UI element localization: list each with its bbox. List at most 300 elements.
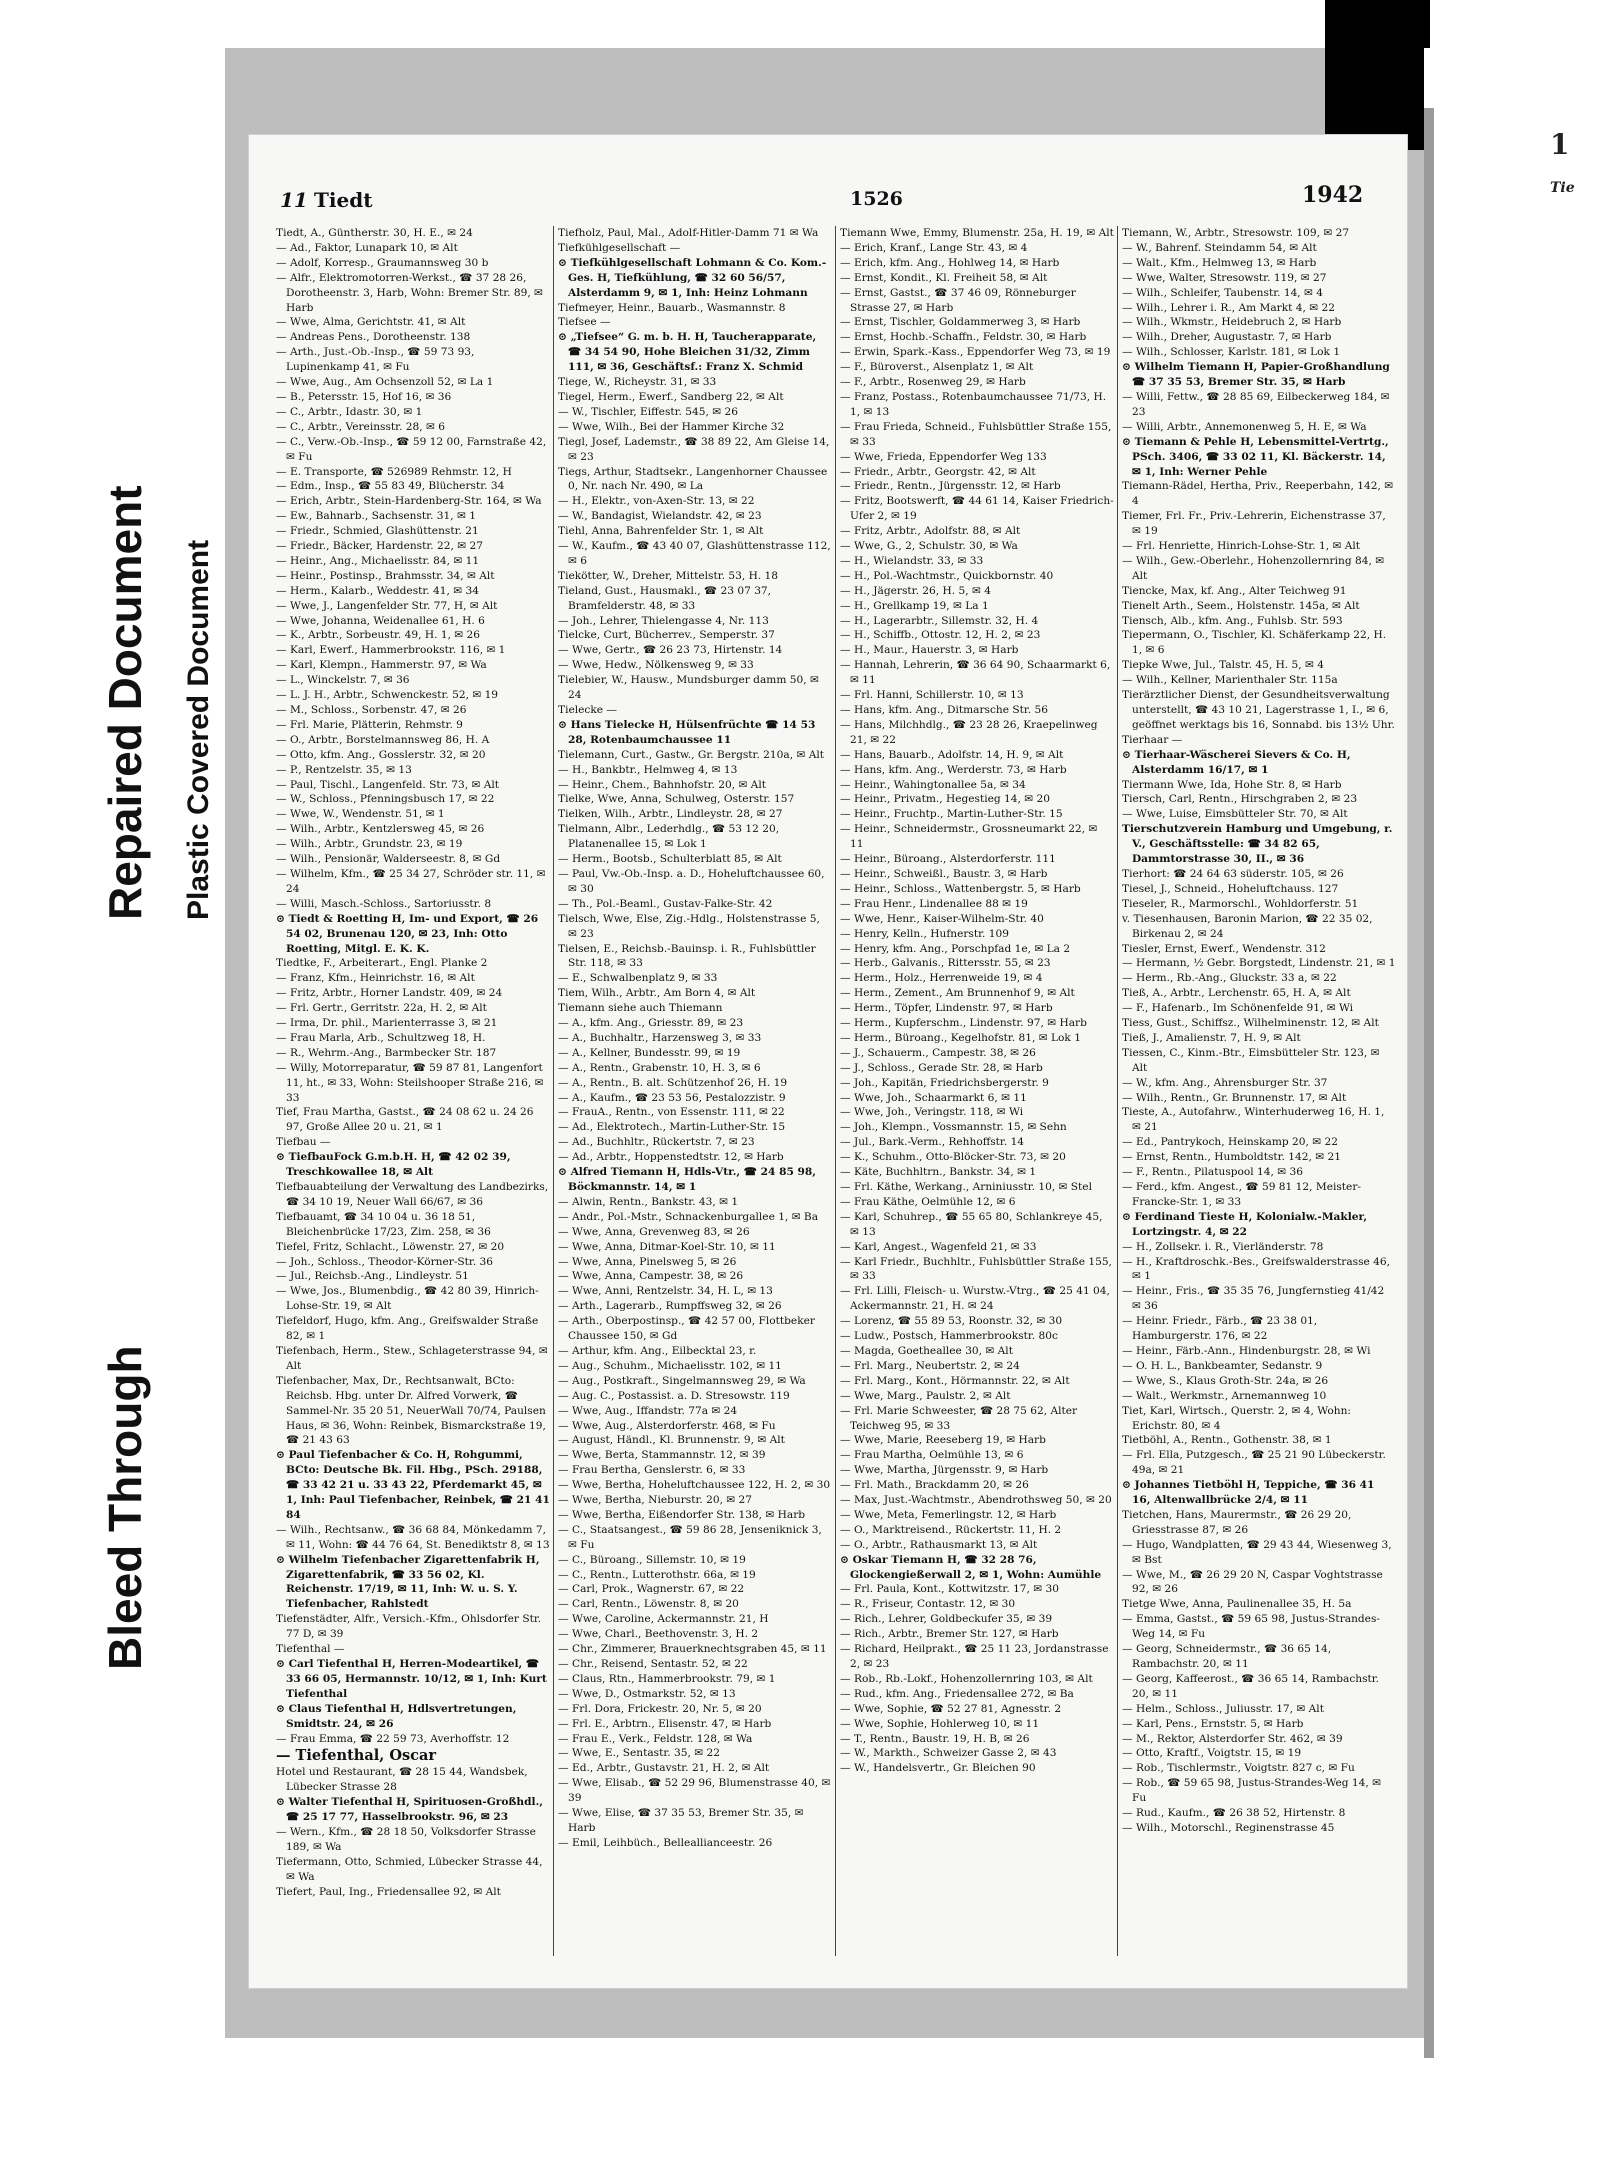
directory-entry: — Henry, kfm. Ang., Porschpfad 1e, ✉ La 2 [840, 942, 1071, 955]
repaired-document-label: Repaired Document [99, 485, 151, 920]
directory-entry: — Walt., Kfm., Helmweg 13, ✉ Harb [1122, 256, 1317, 269]
directory-entry: — Frl. Marie, Plätterin, Rehmstr. 9 [276, 718, 463, 731]
directory-entry: — Wwe, Bertha, Hoheluftchaussee 122, H. 2, ✉ 30 [558, 1479, 831, 1492]
directory-entry: — Wwe, Anna, Campestr. 38, ✉ 26 [558, 1270, 744, 1283]
directory-entry: — H., Wielandstr. 33, ✉ 33 [840, 554, 984, 567]
directory-entry: — Aug., Postkraft., Singelmannsweg 29, ✉ Wa [558, 1374, 806, 1387]
directory-entry: — Ernst, Rentn., Humboldtstr. 142, ✉ 21 [1122, 1151, 1341, 1164]
directory-entry: Tieland, Gust., Hausmakl., ☎ 23 07 37, Bramfelderstr. 48, ✉ 33 [558, 584, 772, 612]
directory-entry: Tiefkühlgesellschaft — [558, 241, 681, 254]
directory-entry: ⊙ Oskar Tiemann H, ☎ 32 28 76, Glockengießerwall 2, ✉ 1, Wohn: Aumühle [840, 1553, 1102, 1581]
directory-entry: — Wern., Kfm., ☎ 28 18 50, Volksdorfer Strasse 189, ✉ Wa [276, 1826, 536, 1853]
directory-entry: — Frl. Hanni, Schillerstr. 10, ✉ 13 [840, 689, 1024, 702]
directory-entry: Tielebier, W., Hausw., Mundsburger damm 50, ✉ 24 [558, 674, 819, 702]
directory-entry: — Karl, Klempn., Hammerstr. 97, ✉ Wa [276, 659, 487, 672]
directory-entry: — Fritz, Bootswerft, ☎ 44 61 14, Kaiser Friedrich-Ufer 2, ✉ 19 [840, 495, 1114, 523]
directory-entry: — Erich, Kranf., Lange Str. 43, ✉ 4 [840, 241, 1028, 254]
directory-column-2 [558, 226, 832, 1956]
directory-entry: — Frau Bertha, Genslerstr. 6, ✉ 33 [558, 1464, 746, 1477]
directory-entry: — Heinr., Schloss., Wattenbergstr. 5, ✉ Harb [840, 882, 1081, 895]
directory-entry: — W., Bahrenf. Steindamm 54, ✉ Alt [1122, 241, 1317, 254]
directory-entry: ⊙ TiefbauFock G.m.b.H. H, ☎ 42 02 39, Treschkowallee 18, ✉ Alt [276, 1151, 511, 1179]
directory-entry: — Wwe, D., Ostmarkstr. 52, ✉ 13 [558, 1687, 736, 1700]
directory-entry: Tiefholz, Paul, Mal., Adolf-Hitler-Damm 71 ✉ Wa [558, 227, 819, 239]
directory-entry: — K., Arbtr., Sorbeustr. 49, H. 1, ✉ 26 [276, 629, 481, 642]
directory-entry: — A., Rentn., Grabenstr. 10, H. 3, ✉ 6 [558, 1061, 761, 1074]
directory-entry: — C., Verw.-Ob.-Insp., ☎ 59 12 00, Farnstraße 42, ✉ Fu [276, 435, 547, 463]
directory-entry: — Wwe, Joh., Veringstr. 118, ✉ Wi [840, 1106, 1024, 1119]
directory-entry: — Joh., Schloss., Theodor-Körner-Str. 36 [276, 1255, 494, 1268]
neighbor-page-strip [1424, 48, 1600, 2058]
directory-entry: — Fritz, Arbtr., Horner Landstr. 409, ✉ 24 [276, 987, 503, 1000]
directory-entry: ⊙ Tiedt & Roetting H, Im- und Export, ☎ 26 54 02, Brunenau 120, ✉ 23, Inh: Otto Roetting, Mitgl. E. K. K. [276, 912, 539, 955]
directory-entry: — Carl, Prok., Wagnerstr. 67, ✉ 22 [558, 1583, 745, 1596]
directory-entry: Tiepke Wwe, Jul., Talstr. 45, H. 5, ✉ 4 [1122, 659, 1325, 672]
directory-entry: — H., Maur., Hauerstr. 3, ✉ Harb [840, 644, 1019, 657]
directory-entry: — Wilh., Gew.-Oberlehr., Hohenzollernring 84, ✉ Alt [1122, 554, 1385, 582]
directory-entry: — Herm., Töpfer, Lindenstr. 97, ✉ Harb [840, 1002, 1053, 1015]
directory-entry: — W., Bandagist, Wielandstr. 42, ✉ 23 [558, 510, 762, 523]
directory-entry: — Helm., Schloss., Juliusstr. 17, ✉ Alt [1122, 1702, 1324, 1715]
directory-entry: — Wwe, Marg., Paulstr. 2, ✉ Alt [840, 1389, 1011, 1402]
directory-entry: Tierärztlicher Dienst, der Gesundheitsverwaltung unterstellt, ☎ 43 10 21, Lagerstrasse 1, I., ✉ 6, geöffnet werktags bis 16, Sonnabd. bis 13½ Uhr. [1122, 689, 1395, 731]
directory-entry: — Rich., Arbtr., Bremer Str. 127, ✉ Harb [840, 1628, 1059, 1641]
directory-entry: — L., Winckelstr. 7, ✉ 36 [276, 674, 410, 687]
directory-entry: — Frl. Marg., Neubertstr. 2, ✉ 24 [840, 1359, 1020, 1372]
directory-entry: — Edm., Insp., ☎ 55 83 49, Blücherstr. 34 [276, 480, 505, 493]
directory-entry: — Otto, kfm. Ang., Gosslerstr. 32, ✉ 20 [276, 748, 486, 761]
directory-entry: — Heinr., Schweißl., Baustr. 3, ✉ Harb [840, 867, 1048, 880]
directory-entry: Tiegs, Arthur, Stadtsekr., Langenhorner Chaussee 0, Nr. nach Nr. 490, ✉ La [558, 465, 828, 493]
directory-entry: ⊙ Wilhelm Tiemann H, Papier-Großhandlung ☎ 37 35 53, Bremer Str. 35, ✉ Harb [1122, 361, 1390, 389]
directory-entry: — Rob., ☎ 59 65 98, Justus-Strandes-Weg 14, ✉ Fu [1122, 1777, 1382, 1805]
directory-entry: — Georg, Kaffeerost., ☎ 36 65 14, Rambachstr. 20, ✉ 11 [1122, 1672, 1380, 1700]
directory-entry: Tietböhl, A., Rentn., Gothenstr. 38, ✉ 1 [1122, 1434, 1332, 1447]
directory-entry: — Wilh., Schlosser, Karlstr. 181, ✉ Lok 1 [1122, 346, 1341, 359]
directory-entry: — Frau Marla, Arb., Schultzweg 18, H. [276, 1031, 486, 1044]
directory-entry: — Alfr., Elektromotorren-Werkst., ☎ 37 28 26, Dorotheenstr. 3, Harb, Wohn: Bremer Str. 89, ✉ Harb [276, 271, 543, 314]
directory-entry: — Ernst, Tischler, Goldammerweg 3, ✉ Harb [840, 316, 1081, 329]
directory-entry: — Heinr., Ang., Michaelisstr. 84, ✉ 11 [276, 554, 480, 567]
directory-entry: — H., Elektr., von-Axen-Str. 13, ✉ 22 [558, 495, 755, 508]
directory-entry: — Heinr., Chem., Bahnhofstr. 20, ✉ Alt [558, 778, 766, 791]
directory-entry: Hotel und Restaurant, ☎ 28 15 44, Wandsbek, Lübecker Strasse 28 [276, 1766, 528, 1794]
directory-entry: ⊙ Johannes Tietböhl H, Teppiche, ☎ 36 41 16, Altenwallbrücke 2/4, ✉ 11 [1122, 1479, 1375, 1507]
directory-entry: — Frau Käthe, Oelmühle 12, ✉ 6 [840, 1195, 1016, 1208]
directory-entry: — A., Kaufm., ☎ 23 53 56, Pestalozzistr. 9 [558, 1091, 786, 1104]
directory-entry: — Wwe, Aug., Iffandstr. 77a ✉ 24 [558, 1404, 738, 1417]
directory-entry: Tiefbauamt, ☎ 34 10 04 u. 36 18 51, Bleichenbrücke 17/23, Zim. 258, ✉ 36 [276, 1210, 491, 1238]
directory-entry: — Andreas Pens., Dorotheenstr. 138 [276, 331, 471, 344]
directory-entry: — Frl. Käthe, Werkang., Arniniusstr. 10, ✉ Stel [840, 1181, 1092, 1193]
book-spine [1424, 108, 1434, 2058]
directory-entry: — F., Rentn., Pilatuspool 14, ✉ 36 [1122, 1166, 1303, 1179]
column-divider [1117, 226, 1118, 1956]
directory-entry: — H., Lagerarbtr., Sillemstr. 32, H. 4 [840, 614, 1039, 627]
directory-entry: Tiemann siehe auch Thiemann [558, 1002, 723, 1015]
directory-entry: — Wwe, Caroline, Ackermannstr. 21, H [558, 1613, 769, 1626]
directory-entry: — Wwe, Frieda, Eppendorfer Weg 133 [840, 450, 1047, 463]
directory-entry: — Heinr. Friedr., Färb., ☎ 23 38 01, Hamburgerstr. 176, ✉ 22 [1122, 1315, 1318, 1343]
directory-entry: — P., Rentzelstr. 35, ✉ 13 [276, 763, 412, 776]
directory-entry: — Joh., Kapitän, Friedrichsbergerstr. 9 [840, 1076, 1049, 1089]
directory-entry: — Claus, Rtn., Hammerbrookstr. 79, ✉ 1 [558, 1672, 776, 1685]
directory-entry: — Frl. Marie Schweester, ☎ 28 75 62, Alter Teichweg 95, ✉ 33 [840, 1404, 1078, 1432]
directory-entry: ⊙ Paul Tiefenbacher & Co. H, Rohgummi, BCto: Deutsche Bk. Fil. Hbg., PSch. 29188, ☎ 33 42 21 u. 33 43 22, Pferdemarkt 45, ✉ 1, Inh: Paul Tiefenbacher, Reinbek, ☎ 21 41 84 [276, 1449, 550, 1521]
directory-entry: — Heinr., Fris., ☎ 35 35 76, Jungfernstieg 41/42 ✉ 36 [1122, 1285, 1385, 1313]
directory-entry: — Friedr., Schmied, Glashüttenstr. 21 [276, 525, 479, 538]
directory-column-1 [276, 226, 550, 1956]
directory-entry: — Arth., Lagerarb., Rumpffsweg 32, ✉ 26 [558, 1300, 782, 1313]
running-head-name: Tiedt [314, 188, 373, 212]
directory-entry: — Erich, kfm. Ang., Hohlweg 14, ✉ Harb [840, 256, 1060, 269]
directory-entry: — W., Handelsvertr., Gr. Bleichen 90 [840, 1762, 1036, 1775]
directory-entry: — Arth., Oberpostinsp., ☎ 42 57 00, Flottbeker Chaussee 150, ✉ Gd [558, 1315, 815, 1343]
directory-entry: — Rich., Lehrer, Goldbeckufer 35, ✉ 39 [840, 1613, 1053, 1626]
directory-entry: — Franz, Kfm., Heinrichstr. 16, ✉ Alt [276, 972, 475, 985]
directory-entry: — Joh., Klempn., Vossmannstr. 15, ✉ Sehn [840, 1121, 1067, 1134]
directory-entry: — Rob., Rb.-Lokf., Hohenzollernring 103, ✉ Alt [840, 1672, 1093, 1685]
directory-entry: — C., Rentn., Lutterothstr. 66a, ✉ 19 [558, 1568, 756, 1581]
directory-entry: — F., Arbtr., Rosenweg 29, ✉ Harb [840, 376, 1026, 389]
directory-entry: Tiess, Gust., Schiffsz., Wilhelminenstr. 12, ✉ Alt [1122, 1017, 1379, 1030]
directory-entry: — Frl. Ella, Putzgesch., ☎ 25 21 90 Lübeckerstr. 49a, ✉ 21 [1122, 1449, 1386, 1477]
directory-entry: Tiefenstädter, Alfr., Versich.-Kfm., Ohlsdorfer Str. 77 D, ✉ 39 [276, 1613, 542, 1641]
directory-entry: — Erwin, Spark.-Kass., Eppendorfer Weg 73, ✉ 19 [840, 346, 1111, 359]
directory-entry: — A., Rentn., B. alt. Schützenhof 26, H. 19 [558, 1076, 788, 1089]
directory-entry: — Hans, Milchhdlg., ☎ 23 28 26, Kraepelinweg 21, ✉ 22 [840, 718, 1098, 746]
directory-entry: — Wwe, Anni, Rentzelstr. 34, H. L, ✉ 13 [558, 1285, 773, 1298]
directory-entry: — Frl. Paula, Kont., Kottwitzstr. 17, ✉ 30 [840, 1583, 1060, 1596]
directory-entry: Tielcke, Curt, Bücherrev., Semperstr. 37 [558, 629, 775, 642]
directory-entry: — Wwe, Sophie, ☎ 52 27 81, Agnesstr. 2 [840, 1702, 1062, 1715]
directory-entry: — Wwe, Elisab., ☎ 52 29 96, Blumenstrasse 40, ✉ 39 [558, 1777, 831, 1805]
directory-entry: Tietchen, Hans, Maurermstr., ☎ 26 29 20, Griesstrasse 87, ✉ 26 [1122, 1508, 1352, 1536]
directory-entry: — Friedr., Arbtr., Georgstr. 42, ✉ Alt [840, 465, 1036, 478]
directory-entry: — Richard, Heilprakt., ☎ 25 11 23, Jordanstrasse 2, ✉ 23 [840, 1643, 1109, 1670]
directory-entry: — Wwe, Hedw., Nölkensweg 9, ✉ 33 [558, 659, 754, 672]
directory-entry: — FrauA., Rentn., von Essenstr. 111, ✉ 22 [558, 1106, 785, 1119]
directory-entry: — Heinr., Färb.-Ann., Hindenburgstr. 28, ✉ Wi [1122, 1344, 1371, 1357]
directory-entry: — Wilh., Rechtsanw., ☎ 36 68 84, Mönkedamm 7, ✉ 11, Wohn: ☎ 44 76 64, St. Benediktstr 8, ✉ 13 [276, 1523, 550, 1551]
directory-entry: — Wwe, Joh., Schaarmarkt 6, ✉ 11 [840, 1091, 1027, 1104]
directory-entry: — Wwe, Berta, Stammannstr. 12, ✉ 39 [558, 1449, 766, 1462]
directory-entry: Tiensch, Alb., kfm. Ang., Fuhlsb. Str. 593 [1122, 614, 1343, 627]
directory-entry: — Frau Martha, Oelmühle 13, ✉ 6 [840, 1449, 1024, 1462]
directory-entry: — Karl, Schuhrep., ☎ 55 65 80, Schlankreye 45, ✉ 13 [840, 1210, 1103, 1238]
directory-entry: — H., Pol.-Wachtmstr., Quickbornstr. 40 [840, 569, 1054, 582]
directory-entry: — Karl, Ewerf., Hammerbrookstr. 116, ✉ 1 [276, 644, 506, 657]
directory-entry: — Käte, Buchhltrn., Bankstr. 34, ✉ 1 [840, 1166, 1037, 1179]
directory-entry: — Wwe, Elise, ☎ 37 35 53, Bremer Str. 35, ✉ Harb [558, 1807, 804, 1834]
directory-entry: — B., Petersstr. 15, Hof 16, ✉ 36 [276, 390, 452, 403]
directory-entry: — Magda, Goetheallee 30, ✉ Alt [840, 1344, 1013, 1357]
directory-entry: — Heinr., Schneidermstr., Grossneumarkt 22, ✉ 11 [840, 823, 1098, 851]
directory-entry: — C., Arbtr., Vereinsstr. 28, ✉ 6 [276, 420, 446, 433]
directory-entry: — Frl. Dora, Frickestr. 20, Nr. 5, ✉ 20 [558, 1702, 762, 1715]
directory-year: 1942 [1302, 182, 1364, 208]
directory-entry: — Rob., Tischlermstr., Voigtstr. 827 c, ✉ Fu [1122, 1762, 1355, 1775]
directory-entry: — K., Schuhm., Otto-Blöcker-Str. 73, ✉ 20 [840, 1151, 1066, 1164]
directory-entry: — Wwe, Charl., Beethovenstr. 3, H. 2 [558, 1628, 759, 1641]
directory-entry: — Wwe, Wilh., Bei der Hammer Kirche 32 [558, 420, 785, 433]
directory-entry: — Wwe, Anna, Pinelsweg 5, ✉ 26 [558, 1255, 737, 1268]
directory-entry: — R., Wehrm.-Ang., Barmbecker Str. 187 [276, 1046, 497, 1059]
directory-entry: — Ad., Buchhltr., Rückertstr. 7, ✉ 23 [558, 1136, 755, 1149]
directory-entry: — Wilh., Rentn., Gr. Brunnenstr. 17, ✉ Alt [1122, 1091, 1347, 1104]
directory-entry: Tiedtke, F., Arbeiterart., Engl. Planke 2 [276, 957, 488, 970]
directory-entry: — Otto, Kraftf., Voigtstr. 15, ✉ 19 [1122, 1747, 1302, 1760]
directory-entry: Tiefert, Paul, Ing., Friedensallee 92, ✉ Alt [276, 1885, 501, 1898]
directory-entry: — Paul, Vw.-Ob.-Insp. a. D., Hoheluftchaussee 60, ✉ 30 [558, 867, 825, 895]
directory-entry: — Wwe, W., Wendenstr. 51, ✉ 1 [276, 808, 445, 821]
directory-entry: — Georg, Schneidermstr., ☎ 36 65 14, Rambachstr. 20, ✉ 11 [1122, 1643, 1332, 1670]
directory-entry: — Wwe, S., Klaus Groth-Str. 24a, ✉ 26 [1122, 1374, 1329, 1387]
directory-entry: Tierschutzverein Hamburg und Umgebung, r. V., Geschäftsstelle: ☎ 34 82 65, Dammtorstrasse 30, II., ✉ 36 [1122, 823, 1393, 866]
directory-entry: — Heinr., Büroang., Alsterdorferstr. 111 [840, 853, 1056, 866]
directory-entry: — W., Schloss., Pfenningsbusch 17, ✉ 22 [276, 793, 495, 806]
directory-entry: Tiemann-Rädel, Hertha, Priv., Reeperbahn, 142, ✉ 4 [1122, 480, 1394, 508]
directory-entry: — Wwe, E., Sentastr. 35, ✉ 22 [558, 1747, 720, 1760]
directory-entry: — Willi, Arbtr., Annemonenweg 5, H. E, ✉ Wa [1122, 420, 1367, 433]
directory-entry: — Wwe, Luise, Eimsbütteler Str. 70, ✉ Alt [1122, 808, 1348, 821]
directory-entry: v. Tiesenhausen, Baronin Marion, ☎ 22 35 02, Birkenau 2, ✉ 24 [1122, 912, 1373, 940]
directory-entry: — Carl, Rentn., Löwenstr. 8, ✉ 20 [558, 1598, 739, 1611]
directory-entry: — Frl. E., Arbtrn., Elisenstr. 47, ✉ Harb [558, 1717, 772, 1730]
directory-entry: — C., Büroang., Sillemstr. 10, ✉ 19 [558, 1553, 746, 1566]
directory-entry: — Wwe, Anna, Ditmar-Koel-Str. 10, ✉ 11 [558, 1240, 776, 1253]
directory-entry: — Frau E., Verk., Feldstr. 128, ✉ Wa [558, 1732, 753, 1745]
directory-entry: — Herm., Büroang., Kegelhofstr. 81, ✉ Lok 1 [840, 1031, 1081, 1044]
directory-entry: — Fritz, Arbtr., Adolfstr. 88, ✉ Alt [840, 525, 1021, 538]
directory-entry: — Emil, Leihbüch., Belleallianceestr. 26 [558, 1836, 773, 1849]
directory-entry: Tiesler, Ernst, Ewerf., Wendenstr. 312 [1122, 942, 1326, 955]
directory-entry: ⊙ Walter Tiefenthal H, Spirituosen-Großhdl., ☎ 25 17 77, Hasselbrookstr. 96, ✉ 23 [276, 1796, 543, 1824]
directory-entry: — Wwe, Gertr., ☎ 26 23 73, Hirtenstr. 14 [558, 644, 783, 657]
directory-entry: Tiessen, C., Kinm.-Btr., Eimsbütteler Str. 123, ✉ Alt [1122, 1046, 1380, 1074]
directory-entry: — Willi, Masch.-Schloss., Sartoriusstr. 8 [276, 897, 492, 910]
directory-entry: — A., Kellner, Bundesstr. 99, ✉ 19 [558, 1046, 741, 1059]
directory-entry: — M., Rektor, Alsterdorfer Str. 462, ✉ 39 [1122, 1732, 1343, 1745]
directory-entry: — Wilh., Kellner, Marienthaler Str. 115a [1122, 674, 1338, 687]
directory-entry: — Wilh., Arbtr., Grundstr. 23, ✉ 19 [276, 838, 463, 851]
directory-entry: — Frau Henr., Lindenallee 88 ✉ 19 [840, 897, 1028, 910]
directory-entry: ⊙ Wilhelm Tiefenbacher Zigarettenfabrik H, Zigarettenfabrik, ☎ 33 56 02, Kl. Reichenstr. 17/19, ✉ 11, Inh: W. u. S. Y. Tiefenbacher, Rahlstedt [276, 1553, 540, 1611]
directory-entry: — Hans, kfm. Ang., Ditmarsche Str. 56 [840, 704, 1049, 716]
directory-entry: — W., Tischler, Eiffestr. 545, ✉ 26 [558, 405, 738, 418]
directory-entry: — Wilh., Dreher, Augustastr. 7, ✉ Harb [1122, 331, 1332, 344]
directory-entry: ⊙ Claus Tiefenthal H, Hdlsvertretungen, Smidtstr. 24, ✉ 26 [276, 1702, 517, 1730]
directory-entry: — Ad., Elektrotech., Martin-Luther-Str. 15 [558, 1121, 786, 1134]
directory-entry: Tierhaar — [1122, 733, 1183, 746]
directory-entry: Tiemann, W., Arbtr., Stresowstr. 109, ✉ 27 [1122, 227, 1350, 239]
directory-entry: — Wilh., Wkmstr., Heidebruch 2, ✉ Harb [1122, 316, 1342, 329]
directory-entry: Tiedt, A., Güntherstr. 30, H. E., ✉ 24 [276, 227, 473, 239]
directory-entry: Tielsen, E., Reichsb.-Bauinsp. i. R., Fuhlsbüttler Str. 118, ✉ 33 [558, 942, 816, 970]
column-divider [835, 226, 836, 1956]
directory-entry: — Ad., Arbtr., Hoppenstedtstr. 12, ✉ Harb [558, 1151, 784, 1164]
page-number: 1526 [850, 188, 903, 210]
directory-entry: — Wwe, Aug., Alsterdorferstr. 468, ✉ Fu [558, 1419, 776, 1432]
directory-entry: — Herb., Galvanis., Rittersstr. 55, ✉ 23 [840, 957, 1051, 970]
directory-entry: — Willy, Motorreparatur, ☎ 59 87 81, Langenfort 11, ht., ✉ 33, Wohn: Steilshooper Straße 216, ✉ 33 [276, 1061, 544, 1104]
directory-entry: Tietge Wwe, Anna, Paulinenallee 35, H. 5a [1122, 1598, 1352, 1611]
directory-entry: — Karl Friedr., Buchhltr., Fuhlsbüttler Straße 155, ✉ 33 [840, 1255, 1112, 1283]
directory-entry: — Ernst, Gastst., ☎ 37 46 09, Rönneburger Strasse 27, ✉ Harb [840, 286, 1076, 314]
directory-entry: — T., Rentn., Baustr. 19, H. B, ✉ 26 [840, 1732, 1030, 1745]
directory-entry: Tiefenbacher, Max, Dr., Rechtsanwalt, BCto: Reichsb. Hbg. unter Dr. Alfred Vorwerk, ☎ Sammel-Nr. 35 20 51, NeuerWall 70/74, Paulsen Haus, ✉ 36, Wohn: Reinbek, Bismarckstraße 19, ☎ 21 43 63 [276, 1374, 546, 1447]
directory-entry: — J., Schauerm., Campestr. 38, ✉ 26 [840, 1046, 1036, 1059]
directory-entry: — Erich, Arbtr., Stein-Hardenberg-Str. 164, ✉ Wa [276, 495, 542, 508]
directory-entry: — Heinr., Postinsp., Brahmsstr. 34, ✉ Alt [276, 569, 495, 582]
directory-entry: — Chr., Reisend, Sentastr. 52, ✉ 22 [558, 1658, 748, 1670]
directory-entry: Tiefeldorf, Hugo, kfm. Ang., Greifswalder Straße 82, ✉ 1 [276, 1315, 539, 1343]
directory-entry: — Herm., Kupferschm., Lindenstr. 97, ✉ Harb [840, 1017, 1087, 1030]
directory-entry: — Wilhelm, Kfm., ☎ 25 34 27, Schröder str. 11, ✉ 24 [276, 867, 546, 895]
directory-entry: — O., Arbtr., Borstelmannsweg 86, H. A [276, 733, 490, 746]
directory-entry: — W., kfm. Ang., Ahrensburger Str. 37 [1122, 1076, 1328, 1089]
directory-entry: — Wwe, Bertha, Eißendorfer Str. 138, ✉ Harb [558, 1508, 806, 1521]
directory-entry: — A., Buchhaltr., Harzensweg 3, ✉ 33 [558, 1031, 762, 1044]
directory-entry: — L. J. H., Arbtr., Schwenckestr. 52, ✉ 19 [276, 689, 499, 702]
directory-entry: — Hans, Bauarb., Adolfstr. 14, H. 9, ✉ Alt [840, 748, 1064, 761]
page-header [280, 182, 1380, 216]
directory-entry: — Wilh., Pensionär, Walderseestr. 8, ✉ Gd [276, 853, 501, 866]
directory-entry: Tienelt Arth., Seem., Holstenstr. 145a, ✉ Alt [1122, 599, 1360, 612]
directory-entry: — Arthur, kfm. Ang., Eilbecktal 23, r. [558, 1344, 757, 1357]
directory-entry: — Ad., Faktor, Lunapark 10, ✉ Alt [276, 241, 458, 254]
directory-entry: — Th., Pol.-Beaml., Gustav-Falke-Str. 42 [558, 897, 773, 910]
directory-columns [276, 226, 1394, 1956]
directory-entry: — H., Schiffb., Ottostr. 12, H. 2, ✉ 23 [840, 629, 1041, 642]
directory-entry: Tiepermann, O., Tischler, Kl. Schäferkamp 22, H. 1, ✉ 6 [1122, 629, 1387, 657]
directory-entry: — Chr., Zimmerer, Brauerknechtsgraben 45, ✉ 11 [558, 1643, 827, 1656]
directory-entry: — Ernst, Hochb.-Schaffn., Feldstr. 30, ✉ Harb [840, 331, 1087, 344]
directory-entry: Tielke, Wwe, Anna, Schulweg, Osterstr. 157 [558, 793, 795, 806]
directory-entry: — Aug. C., Postassist. a. D. Stresowstr. 119 [558, 1389, 790, 1402]
directory-entry: — Wwe, Marie, Reeseberg 19, ✉ Harb [840, 1434, 1046, 1447]
directory-entry: — Wwe, Bertha, Nieburstr. 20, ✉ 27 [558, 1494, 753, 1507]
directory-entry: Tiefenthal — [276, 1643, 345, 1656]
neighbor-page-year: 1 [1550, 128, 1570, 161]
directory-entry: — A., kfm. Ang., Griesstr. 89, ✉ 23 [558, 1017, 744, 1030]
directory-entry: — Hannah, Lehrerin, ☎ 36 64 90, Schaarmarkt 6, ✉ 11 [840, 659, 1111, 687]
directory-entry: — Friedr., Rentn., Jürgensstr. 12, ✉ Harb [840, 480, 1061, 493]
directory-entry: — M., Schloss., Sorbenstr. 47, ✉ 26 [276, 704, 467, 716]
directory-entry: — Rud., kfm. Ang., Friedensallee 272, ✉ Ba [840, 1687, 1074, 1700]
directory-entry: — Arth., Just.-Ob.-Insp., ☎ 59 73 93, Lupinenkamp 41, ✉ Fu [276, 346, 475, 374]
directory-entry: — Willi, Fettw., ☎ 28 85 69, Eilbeckerweg 184, ✉ 23 [1122, 390, 1390, 418]
directory-entry: — H., Bankbtr., Helmweg 4, ✉ 13 [558, 763, 738, 776]
directory-entry: — Wwe, Johanna, Weidenallee 61, H. 6 [276, 614, 485, 627]
directory-entry: — Ernst, Kondit., Kl. Freiheit 58, ✉ Alt [840, 271, 1048, 284]
directory-entry: — Herm., Kalarb., Weddestr. 41, ✉ 34 [276, 584, 479, 597]
directory-entry: — O., Arbtr., Rathausmarkt 13, ✉ Alt [840, 1538, 1038, 1551]
directory-entry: — Frl. Gertr., Gerritstr. 22a, H. 2, ✉ Alt [276, 1002, 487, 1015]
directory-entry: — Karl, Pens., Ernststr. 5, ✉ Harb [1122, 1717, 1304, 1730]
directory-entry: ⊙ „Tiefsee“ G. m. b. H. H, Taucherapparate, ☎ 34 54 90, Hohe Bleichen 31/32, Zimm 111, ✉ 36, Geschäftsf.: Franz X. Schmid [558, 331, 817, 374]
directory-entry: — Herm., Holz., Herrenweide 19, ✉ 4 [840, 972, 1043, 985]
directory-entry: Tieß, J., Amalienstr. 7, H. 9, ✉ Alt [1122, 1031, 1301, 1044]
directory-entry: — Hermann, ½ Gebr. Borgstedt, Lindenstr. 21, ✉ 1 [1122, 957, 1396, 970]
directory-entry: — Wwe, Anna, Grevenweg 83, ✉ 26 [558, 1225, 750, 1238]
directory-entry: — F., Hafenarb., Im Schönenfelde 91, ✉ Wi [1122, 1002, 1354, 1015]
bleed-through-label: Bleed Through [99, 1345, 151, 1670]
directory-entry: — Wwe, Meta, Femerlingstr. 12, ✉ Harb [840, 1508, 1057, 1521]
directory-entry: ⊙ Tiefkühlgesellschaft Lohmann & Co. Kom.-Ges. H, Tiefkühlung, ☎ 32 60 56/57, Alsterdamm 9, ✉ 1, Inh: Heinz Lohmann [558, 256, 827, 299]
directory-entry: Tiem, Wilh., Arbtr., Am Born 4, ✉ Alt [558, 987, 756, 1000]
directory-entry: — W., Kaufm., ☎ 43 40 07, Glashüttenstrasse 112, ✉ 6 [558, 540, 831, 567]
directory-entry: — Wwe, Martha, Jürgensstr. 9, ✉ Harb [840, 1464, 1049, 1477]
directory-entry: — Frl. Marg., Kont., Hörmannstr. 22, ✉ Alt [840, 1374, 1070, 1387]
directory-entry: Tiege, W., Richeystr. 31, ✉ 33 [558, 376, 717, 389]
directory-entry: Tiefbauabteilung der Verwaltung des Landbezirks, ☎ 34 10 19, Neuer Wall 66/67, ✉ 36 [276, 1181, 549, 1208]
directory-entry: Tieste, A., Autofahrw., Winterhuderweg 16, H. 1, ✉ 21 [1122, 1106, 1385, 1134]
directory-entry: Tiefermann, Otto, Schmied, Lübecker Strasse 44, ✉ Wa [276, 1855, 543, 1883]
directory-entry: — Hugo, Wandplatten, ☎ 29 43 44, Wiesenweg 3, ✉ Bst [1122, 1538, 1392, 1566]
directory-entry: — Frau Frieda, Schneid., Fuhlsbüttler Straße 155, ✉ 33 [840, 420, 1112, 448]
directory-entry: ⊙ Hans Tielecke H, Hülsenfrüchte ☎ 14 53 28, Rotenbaumchaussee 11 [558, 718, 816, 746]
directory-entry: — Frl. Math., Brackdamm 20, ✉ 26 [840, 1479, 1029, 1492]
directory-entry: — Friedr., Bäcker, Hardenstr. 22, ✉ 27 [276, 540, 483, 553]
directory-entry: — Joh., Lehrer, Thielengasse 4, Nr. 113 [558, 614, 769, 627]
directory-entry: Tiesel, J., Schneid., Hoheluftchauss. 127 [1122, 882, 1339, 895]
directory-entry: — August, Händl., Kl. Brunnenstr. 9, ✉ Alt [558, 1434, 785, 1447]
directory-entry: — Max, Just.-Wachtmstr., Abendrothsweg 50, ✉ 20 [840, 1494, 1112, 1507]
directory-entry: — Frl. Henriette, Hinrich-Lohse-Str. 1, ✉ Alt [1122, 540, 1360, 553]
directory-page [248, 134, 1408, 1989]
directory-entry: Tiehl, Anna, Bahrenfelder Str. 1, ✉ Alt [558, 525, 764, 538]
directory-entry: Tiegl, Josef, Lademstr., ☎ 38 89 22, Am Gleise 14, ✉ 23 [558, 435, 830, 463]
directory-entry: Tieß, A., Arbtr., Lerchenstr. 65, H. A, ✉ Alt [1122, 987, 1351, 1000]
directory-entry: — Wwe, G., 2, Schulstr. 30, ✉ Wa [840, 540, 1018, 553]
directory-entry: — C., Staatsangest., ☎ 59 86 28, Jenseniknick 3, ✉ Fu [558, 1523, 822, 1551]
neighbor-page-name: Tie [1550, 180, 1575, 196]
directory-entry: — Jul., Reichsb.-Ang., Lindleystr. 51 [276, 1270, 469, 1283]
directory-entry: — Tiefenthal, Oscar [276, 1747, 436, 1765]
directory-entry: — H., Zollsekr. i. R., Vierländerstr. 78 [1122, 1240, 1324, 1253]
directory-entry: Tiefmeyer, Heinr., Bauarb., Wasmannstr. 8 [558, 301, 786, 314]
directory-entry: — F., Büroverst., Alsenplatz 1, ✉ Alt [840, 361, 1034, 374]
directory-entry: — Wilh., Motorschl., Reginenstrasse 45 [1122, 1821, 1335, 1834]
directory-entry: — Wwe, Alma, Gerichtstr. 41, ✉ Alt [276, 316, 466, 329]
directory-entry: — C., Arbtr., Idastr. 30, ✉ 1 [276, 405, 423, 418]
directory-entry: — O., Marktreisend., Rückertstr. 11, H. 2 [840, 1523, 1062, 1536]
directory-entry: Tiemer, Frl. Fr., Priv.-Lehrerin, Eichenstrasse 37, ✉ 19 [1122, 510, 1386, 538]
directory-entry: — Karl, Angest., Wagenfeld 21, ✉ 33 [840, 1240, 1037, 1253]
directory-entry: — Hans, kfm. Ang., Werderstr. 73, ✉ Harb [840, 763, 1067, 776]
directory-entry: — Wwe, Henr., Kaiser-Wilhelm-Str. 40 [840, 912, 1044, 925]
directory-entry: Tiet, Karl, Wirtsch., Querstr. 2, ✉ 4, Wohn: Erichstr. 80, ✉ 4 [1122, 1404, 1351, 1432]
directory-entry: Tielemann, Curt., Gastw., Gr. Bergstr. 210a, ✉ Alt [558, 748, 824, 761]
directory-entry: — W., Markth., Schweizer Gasse 2, ✉ 43 [840, 1747, 1057, 1760]
directory-entry: — Ew., Bahnarb., Sachsenstr. 31, ✉ 1 [276, 510, 477, 523]
directory-entry: — Wilh., Schleifer, Taubenstr. 14, ✉ 4 [1122, 286, 1324, 299]
directory-entry: — Wwe, M., ☎ 26 29 20 N, Caspar Voghtstrasse 92, ✉ 26 [1122, 1568, 1383, 1596]
directory-entry: Tiekötter, W., Dreher, Mittelstr. 53, H. 18 [558, 569, 779, 582]
directory-entry: — Walt., Werkmstr., Arnemannweg 10 [1122, 1389, 1327, 1402]
directory-entry: — H., Jägerstr. 26, H. 5, ✉ 4 [840, 584, 991, 597]
directory-entry: Tiefsee — [558, 316, 611, 329]
directory-entry: — Wilh., Arbtr., Kentzlersweg 45, ✉ 26 [276, 823, 485, 836]
directory-entry: — O. H. L., Bankbeamter, Sedanstr. 9 [1122, 1359, 1323, 1372]
directory-entry: Tiermann Wwe, Ida, Hohe Str. 8, ✉ Harb [1122, 778, 1342, 791]
directory-entry: ⊙ Carl Tiefenthal H, Herren-Modeartikel, ☎ 33 66 05, Hermannstr. 10/12, ✉ 1, Inh: Kurt Tiefenthal [276, 1658, 547, 1700]
directory-entry: ⊙ Tiemann & Pehle H, Lebensmittel-Vertrtg., PSch. 3406, ☎ 33 02 11, Kl. Bäckerstr. 14, ✉ 1, Inh: Werner Pehle [1122, 435, 1389, 478]
directory-column-4 [1122, 226, 1396, 1956]
directory-column-3 [840, 226, 1114, 1956]
directory-entry: — Ed., Arbtr., Gustavstr. 21, H. 2, ✉ Alt [558, 1762, 770, 1775]
